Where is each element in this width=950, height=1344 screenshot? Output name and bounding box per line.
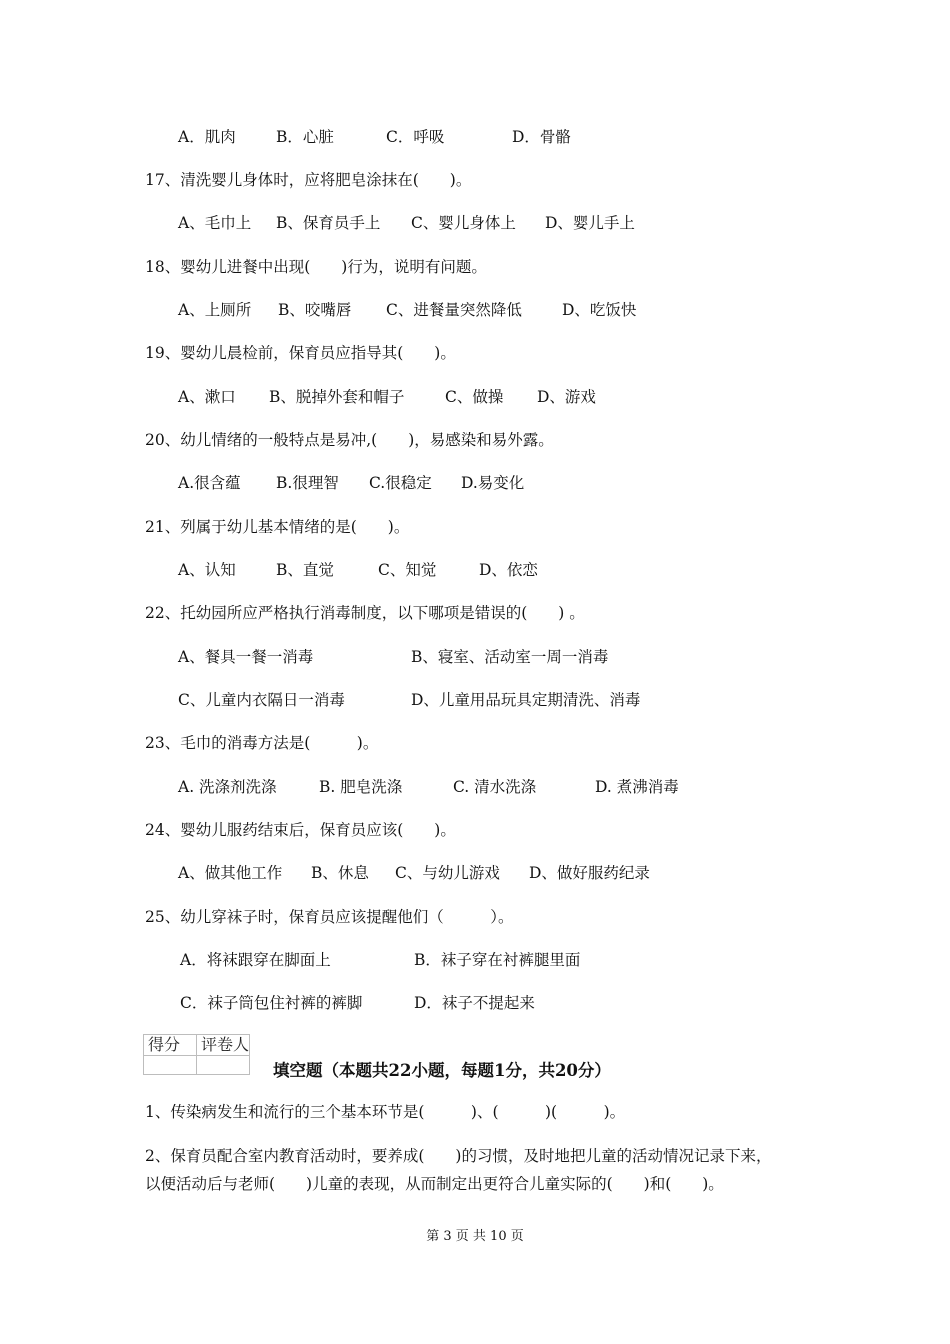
fill-question: 2、保育员配合室内教育活动时，要养成( )的习惯，及时地把儿童的活动情况记录下来，: [145, 1147, 772, 1165]
option: A、餐具一餐一消毒: [178, 648, 314, 666]
option: B.很理智: [276, 474, 339, 492]
option: C、婴儿身体上: [411, 214, 516, 232]
option: A、漱口: [178, 388, 236, 406]
option: B、直觉: [276, 561, 334, 579]
option: B、脱掉外套和帽子: [269, 388, 405, 406]
option: A. 洗涤剂洗涤: [178, 778, 277, 796]
fill-question: 1、传染病发生和流行的三个基本环节是( )、( )( )。: [145, 1103, 626, 1121]
question-stem: 23、毛巾的消毒方法是( )。: [145, 734, 379, 752]
option: A、认知: [178, 561, 236, 579]
option: B、休息: [311, 864, 369, 882]
option: D、依恋: [479, 561, 538, 579]
option: C、儿童内衣隔日一消毒: [178, 691, 345, 709]
option: D、儿童用品玩具定期清洗、消毒: [411, 691, 641, 709]
q16-option-a: A．肌肉: [178, 128, 236, 146]
option: A．将袜跟穿在脚面上: [180, 951, 331, 969]
option: D、游戏: [537, 388, 596, 406]
option: C、与幼儿游戏: [395, 864, 500, 882]
option: B、咬嘴唇: [278, 301, 352, 319]
option: D.易变化: [461, 474, 525, 492]
question-stem: 18、婴幼儿进餐中出现( )行为，说明有问题。: [145, 258, 487, 276]
option: C、知觉: [378, 561, 437, 579]
option: C、做操: [445, 388, 504, 406]
option: C.很稳定: [369, 474, 432, 492]
page-number: 第 3 页 共 10 页: [426, 1229, 524, 1244]
score-cell: [144, 1056, 197, 1075]
question-stem: 17、清洗婴儿身体时，应将肥皂涂抹在( )。: [145, 171, 472, 189]
q16-option-d: D．骨骼: [512, 128, 571, 146]
score-table: [143, 1034, 250, 1075]
option: C．袜子筒包住衬裤的裤脚: [180, 994, 363, 1012]
option: A、上厕所: [178, 301, 252, 319]
option: B. 肥皂洗涤: [319, 778, 403, 796]
question-stem: 19、婴幼儿晨检前，保育员应指导其( )。: [145, 344, 456, 362]
option: D、婴儿手上: [545, 214, 635, 232]
option: C. 清水洗涤: [453, 778, 537, 796]
option: D. 煮沸消毒: [595, 778, 679, 796]
option: D、吃饭快: [562, 301, 637, 319]
question-stem: 24、婴幼儿服药结束后，保育员应该( )。: [145, 821, 456, 839]
question-stem: 21、列属于幼儿基本情绪的是( )。: [145, 518, 410, 536]
question-stem: 22、托幼园所应严格执行消毒制度，以下哪项是错误的( ) 。: [145, 604, 585, 622]
option: B、保育员手上: [276, 214, 381, 232]
question-stem: 20、幼儿情绪的一般特点是易冲,( )，易感染和易外露。: [145, 431, 554, 449]
option: A.很含蕴: [178, 474, 241, 492]
option: A、做其他工作: [178, 864, 283, 882]
score-label: 得分: [144, 1035, 197, 1056]
option: A、毛巾上: [178, 214, 252, 232]
option: D、做好服药纪录: [529, 864, 650, 882]
option: D．袜子不提起来: [414, 994, 535, 1012]
option: B、寝室、活动室一周一消毒: [411, 648, 609, 666]
grader-cell: [197, 1056, 250, 1075]
q16-option-b: B．心脏: [276, 128, 334, 146]
question-stem: 25、幼儿穿袜子时，保育员应该提醒他们（ ）。: [145, 908, 514, 926]
grader-label: 评卷人: [197, 1035, 250, 1056]
q16-option-c: C．呼吸: [386, 128, 445, 146]
fill-question-continuation: 以便活动后与老师( )儿童的表现，从而制定出更符合儿童实际的( )和( )。: [145, 1175, 724, 1193]
option: C、进餐量突然降低: [386, 301, 522, 319]
section-title: 填空题（本题共22小题，每题1分，共20分）: [273, 1061, 611, 1080]
option: B．袜子穿在衬裤腿里面: [414, 951, 581, 969]
